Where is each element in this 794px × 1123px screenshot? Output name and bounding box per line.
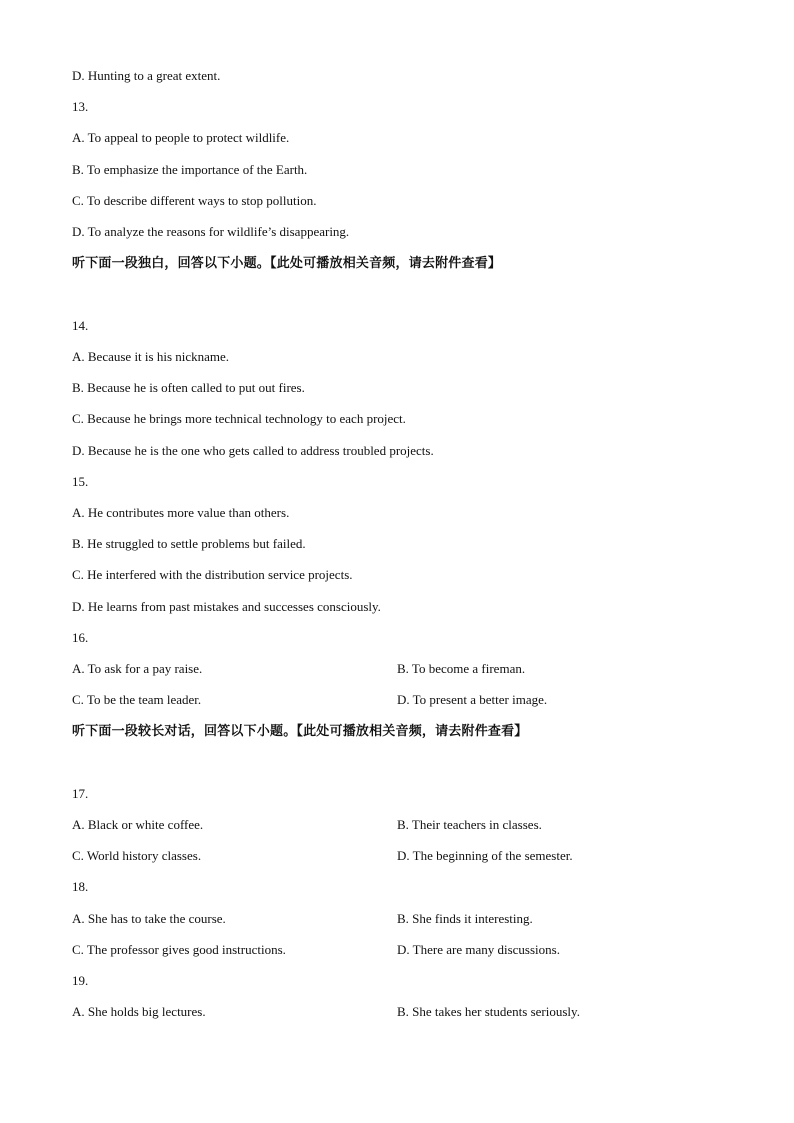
q18-option-b: B. She finds it interesting.	[397, 911, 533, 926]
q17-option-a: A. Black or white coffee.	[72, 817, 204, 832]
q13-option-a: A. To appeal to people to protect wildlife.	[72, 130, 290, 145]
instruction-dialogue: 听下面一段较长对话，回答以下小题。【此处可播放相关音频，请去附件查看】	[72, 724, 528, 739]
instruction-monologue: 听下面一段独白，回答以下小题。【此处可播放相关音频，请去附件查看】	[72, 256, 502, 271]
q16-option-b: B. To become a fireman.	[397, 661, 526, 676]
q16-number: 16.	[72, 630, 89, 645]
q19-option-a: A. She holds big lectures.	[72, 1004, 206, 1019]
q13-number: 13.	[72, 99, 89, 114]
q15-option-b: B. He struggled to settle problems but failed.	[72, 536, 306, 551]
q18-option-a: A. She has to take the course.	[72, 911, 226, 926]
q19-number: 19.	[72, 973, 89, 988]
q18-number: 18.	[72, 879, 89, 894]
q18-option-d: D. There are many discussions.	[397, 942, 560, 957]
q13-option-c: C. To describe different ways to stop pollution.	[72, 193, 317, 208]
q17-option-d: D. The beginning of the semester.	[397, 848, 573, 863]
q13-option-b: B. To emphasize the importance of the Earth.	[72, 162, 308, 177]
q14-option-a: A. Because it is his nickname.	[72, 349, 230, 364]
q15-number: 15.	[72, 474, 89, 489]
q13-option-d: D. To analyze the reasons for wildlife’s disappearing.	[72, 224, 350, 239]
q14-option-c: C. Because he brings more technical technology to each project.	[72, 411, 406, 426]
q18-option-c: C. The professor gives good instructions.	[72, 942, 286, 957]
q15-option-a: A. He contributes more value than others.	[72, 505, 290, 520]
q16-option-c: C. To be the team leader.	[72, 692, 202, 707]
q14-number: 14.	[72, 318, 89, 333]
q19-option-b: B. She takes her students seriously.	[397, 1004, 580, 1019]
q16-option-d: D. To present a better image.	[397, 692, 548, 707]
q17-option-b: B. Their teachers in classes.	[397, 817, 542, 832]
q16-option-a: A. To ask for a pay raise.	[72, 661, 203, 676]
q17-option-c: C. World history classes.	[72, 848, 202, 863]
q17-number: 17.	[72, 786, 89, 801]
q15-option-d: D. He learns from past mistakes and successes consciously.	[72, 599, 381, 614]
q12-option-d: D. Hunting to a great extent.	[72, 68, 221, 83]
q14-option-d: D. Because he is the one who gets called to address troubled projects.	[72, 443, 434, 458]
q14-option-b: B. Because he is often called to put out fires.	[72, 380, 305, 395]
q15-option-c: C. He interfered with the distribution service projects.	[72, 567, 353, 582]
